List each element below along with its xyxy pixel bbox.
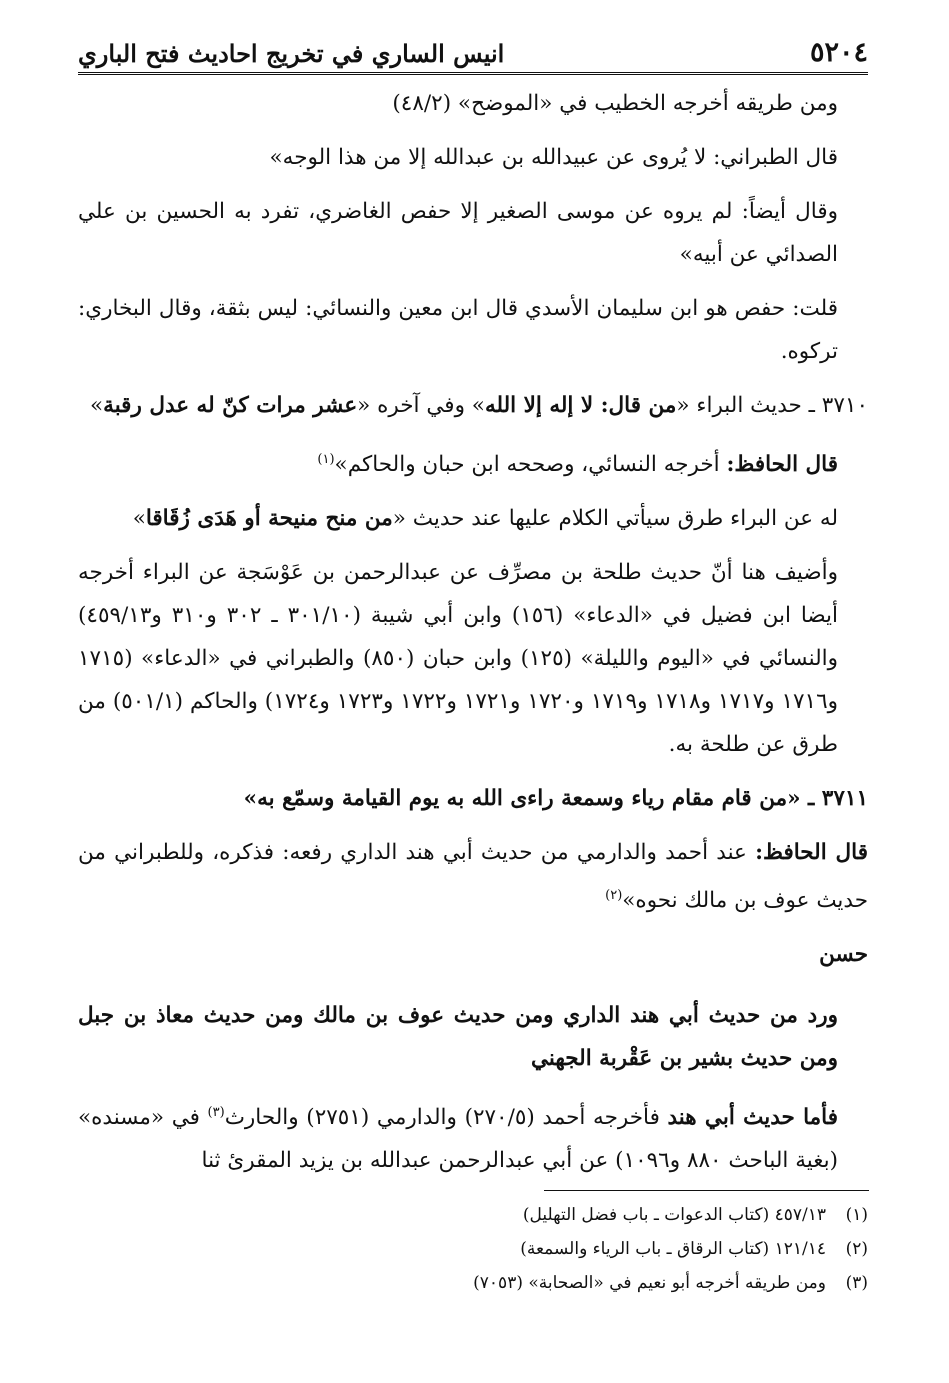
hadith-3711-heading: ٣٧١١ ـ «من قام مقام رياء وسمعة راءى الله به يوم القيامة وسمّع به» xyxy=(243,786,868,812)
running-header xyxy=(78,28,868,75)
footnote-number: (١) xyxy=(845,1205,868,1225)
paragraph: وقال أيضاً: لم يروه عن موسى الصغير إلا حفص الغاضري، تفرد به الحسين بن علي الصدائي عن أبيه» xyxy=(78,199,838,267)
footnote-separator xyxy=(544,1190,869,1191)
hafiz-note: قال الحافظ: عند أحمد والدارمي من حديث أبي هند الداري رفعه: فذكره، وللطبراني من حديث عوف بن مالك نحوه»$^{(٢)}$ xyxy=(78,840,868,914)
page-number: ٥٢٠٤ xyxy=(809,37,868,68)
footnote-ref: (٢) xyxy=(605,888,623,904)
footnote-text: ومن طريقه أخرجه أبو نعيم في «الصحابة» (٧٠٥٣) xyxy=(473,1273,826,1293)
footnotes xyxy=(78,1198,868,1300)
footnote-text: ١٢١/١٤ (كتاب الرقاق ـ باب الرياء والسمعة) xyxy=(520,1239,826,1259)
footnote-text: ٤٥٧/١٣ (كتاب الدعوات ـ باب فضل التهليل) xyxy=(522,1205,826,1225)
footnote-ref: (٣) xyxy=(207,1105,225,1121)
paragraph: قلت: حفص هو ابن سليمان الأسدي قال ابن معين والنسائي: ليس بثقة، وقال البخاري: تركوه. xyxy=(78,296,838,364)
footnote-number: (٢) xyxy=(845,1239,868,1259)
footnote-ref: (١) xyxy=(317,452,335,467)
page-body xyxy=(78,82,868,1193)
footnote xyxy=(78,1198,868,1232)
footnote xyxy=(78,1232,868,1266)
paragraph: فأما حديث أبي هند فأخرجه أحمد (٢٧٠/٥) والدارمي (٢٧٥١) والحارث$^{(٣)}$ في «مسنده» (بغية الباحث ٨٨٠ و١٠٩٦) عن أبي عبدالرحمن عبدالله بن يزيد المقرئ ثنا xyxy=(78,1105,838,1174)
footnote-number: (٣) xyxy=(845,1273,868,1293)
paragraph: ومن طريقه أخرجه الخطيب في «الموضح» (٤٨/٢) xyxy=(392,91,838,116)
grading-heading: حسن xyxy=(819,942,868,968)
book-title: انيس الساري في تخريج احاديث فتح الباري xyxy=(78,39,505,68)
footnote xyxy=(78,1266,868,1300)
paragraph: قال الطبراني: لا يُروى عن عبيدالله بن عبدالله إلا من هذا الوجه» xyxy=(269,145,838,170)
paragraph: وأضيف هنا أنّ حديث طلحة بن مصرِّف عن عبدالرحمن بن عَوْسَجة عن البراء أخرجه أيضا ابن فضيل في «الدعاء» (١٥٦) وابن أبي شيبة (٣٠١/١٠ ـ ٣٠٢ و٣١٠ و٤٥٩/١٣) والنسائي في «اليوم والليلة» (١٢٥) وابن حبان (٨٥٠) والطبراني في «الدعاء» (١٧١٥ و١٧١٦ و١٧١٧ و١٧١٨ و١٧١٩ و١٧٢٠ و١٧٢١ و١٧٢٢ و١٧٢٣ و١٧٢٤) والحاكم (٥٠١/١) من طرق عن طلحة به. xyxy=(78,560,839,758)
hadith-3710-heading: ٣٧١٠ ـ حديث البراء «من قال: لا إله إلا الله» وفي آخره «عشر مرات كنّ له عدل رقبة» xyxy=(90,393,868,418)
hafiz-note: قال الحافظ: أخرجه النسائي، وصححه ابن حبان والحاكم»$^{(١)}$ xyxy=(317,452,838,478)
paragraph: ورد من حديث أبي هند الداري ومن حديث عوف بن مالك ومن حديث معاذ بن جبل ومن حديث بشير بن عَقْربة الجهني xyxy=(78,1003,838,1072)
paragraph: له عن البراء طرق سيأتي الكلام عليها عند حديث «من منح منيحة أو هَدَى زُقَاقا» xyxy=(132,506,838,532)
